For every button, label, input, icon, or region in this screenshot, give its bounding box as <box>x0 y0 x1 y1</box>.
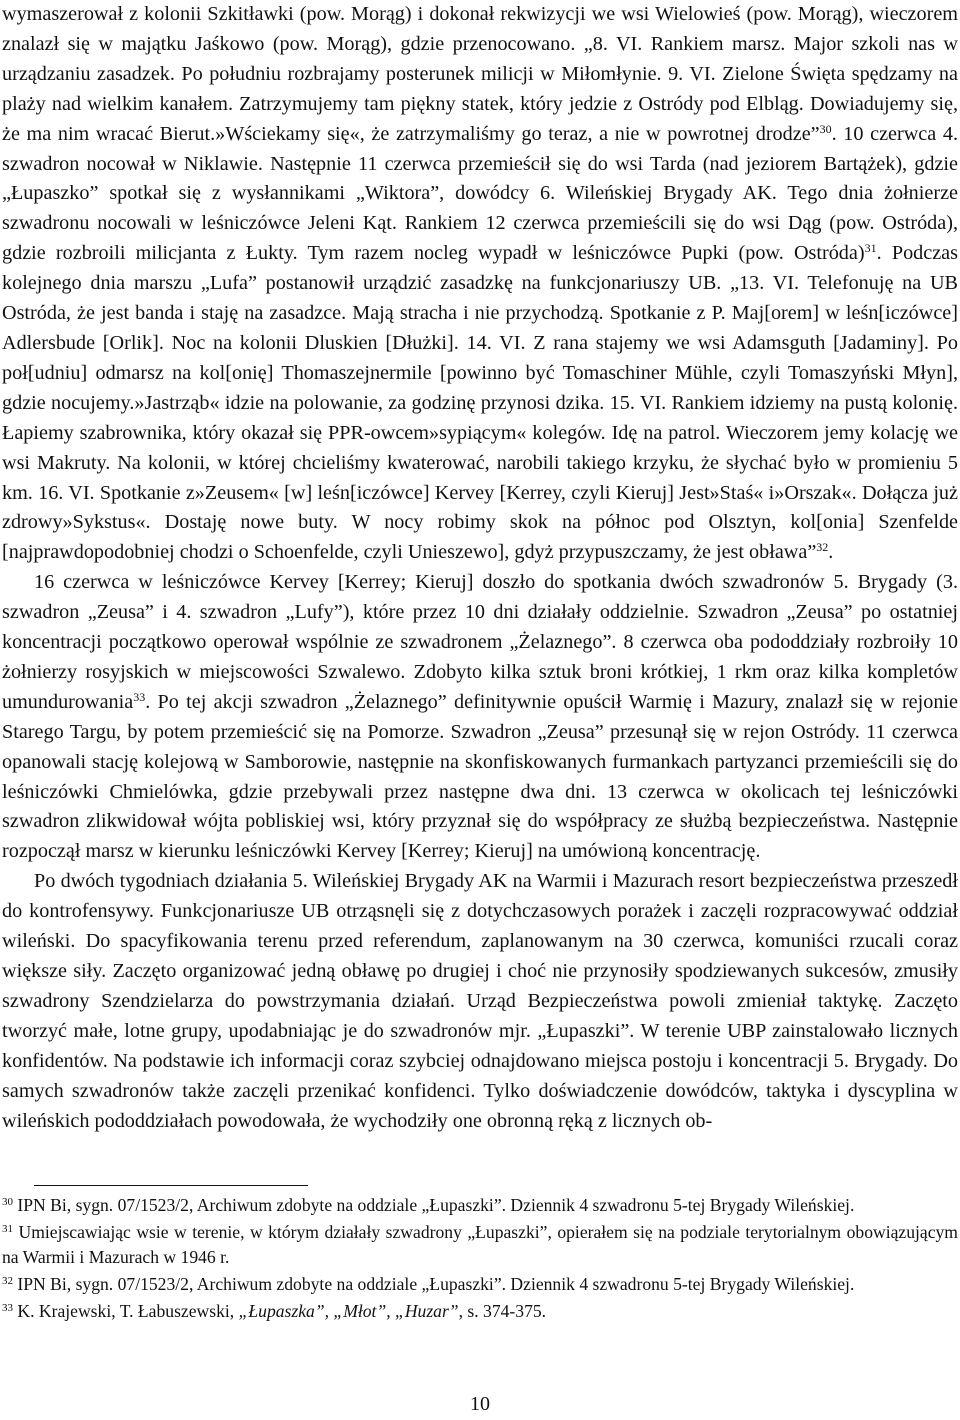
paragraph-2-text-b: . Po tej akcji szwadron „Żelaznego” definitywnie opuścił Warmię i Mazury, znalazł się w rejonie Starego Targu, by potem przemieścić się na Pomorze. Szwadron „Zeusa” przesunął się w rejon Ostródy. 11 czerwca opanowali stację kolejową w Samborowie, następnie na skonfiskowanych furmankach partyzanci przemieścili się do leśniczówki Chmielówka, gdzie przebywali przez następne dwa dni. 13 czerwca w okolicach tej leśniczówki szwadron zlikwidował wójta pobliskiej wsi, który przyznał się do współpracy ze służbą bezpieczeństwa. Następnie rozpoczął marsz w kierunku leśniczówki Kervey [Kerrey; Kieruj] na umówioną koncentrację. <box>2 690 958 863</box>
footnote-ref-31[interactable]: 31 <box>864 241 877 256</box>
paragraph-1-text-b: . 10 czerwca 4. szwadron nocował w Niklawie. Następnie 11 czerwca przemieścił się do wsi Tarda (nad jeziorem Bartążek), gdzie „Łupaszko” spotkał się z wysłannikami „Wiktora”, dowódcy 6. Wileńskiej Brygady AK. Tego dnia żołnierze szwadronu nocowali w leśniczówce Jeleni Kąt. Rankiem 12 czerwca przemieścili się do wsi Dąg (pow. Ostróda), gdzie rozbroili milicjanta z Łukty. Tym razem nocleg wypadł w leśniczówce Pupki (pow. Ostróda) <box>2 122 958 265</box>
footnote-33 <box>2 1299 958 1324</box>
paragraph-3: Po dwóch tygodniach działania 5. Wileńskiej Brygady AK na Warmii i Mazurach resort bezpieczeństwa przeszedł do kontrofensywy. Funkcjonariusze UB otrząsnęli się z dotychczasowych porażek i zaczęli rozpracowywać oddział wileński. Do spacyfikowania terenu przed referendum, zaplanowanym na 30 czerwca, komuniści rzucali coraz większe siły. Zaczęto organizować jedną obławę po drugiej i choć nie przynosiły spodziewanych sukcesów, zmusiły szwadrony Szendzielarza do powstrzymania działań. Urząd Bezpieczeństwa powoli zmieniał taktykę. Zaczęto tworzyć małe, lotne grupy, upodabniając je do szwadronów mjr. „Łupaszki”. W terenie UBP zainstalowało licznych konfidentów. Na podstawie ich informacji coraz szybciej odnajdowano miejsca postoju i koncentracji 5. Brygady. Do samych szwadronów także zaczęli przenikać konfidenci. Tylko doświadczenie dowódców, taktyka i dyscyplina w wileńskich pododdziałach powodowała, że wychodziły one obronną ręką z licznych ob- <box>2 870 958 1132</box>
footnote-text: IPN Bi, sygn. 07/1523/2, Archiwum zdobyte na oddziale „Łupaszki”. Dziennik 4 szwadronu 5-tej Brygady Wileńskiej. <box>17 1274 855 1294</box>
footnote-text-pages: , s. 374-375. <box>458 1301 547 1321</box>
footnote-number: 33 <box>2 1302 13 1314</box>
footnote-ref-32[interactable]: 32 <box>816 540 829 555</box>
footnote-text: Umiejscawiając wsie w terenie, w którym działały szwadrony „Łupaszki”, opierałem się na podziale terytorialnym obowiązującym na Warmii i Mazurach w 1946 r. <box>2 1222 958 1267</box>
footnote-30 <box>2 1193 958 1218</box>
footnote-separator <box>34 1185 308 1186</box>
page-number: 10 <box>470 1393 490 1415</box>
footnote-31 <box>2 1220 958 1270</box>
footnote-text: K. Krajewski, T. Łabuszewski, <box>17 1301 239 1321</box>
footnote-text: IPN Bi, sygn. 07/1523/2, Archiwum zdobyte na oddziale „Łupaszki”. Dziennik 4 szwadronu 5-tej Brygady Wileńskiej. <box>17 1195 855 1215</box>
footnote-number: 32 <box>2 1275 13 1287</box>
paragraph-1-text-a: wymaszerował z kolonii Szkitławki (pow. Morąg) i dokonał rekwizycji we wsi Wielowieś (pow. Morąg), wieczorem znalazł się w majątku Jaśkowo (pow. Morąg), gdzie przenocowano. „8. VI. Rankiem marsz. Major szkoli nas w urządzaniu zasadzek. Po południu rozbrajamy posterunek milicji w Miłomłynie. 9. VI. Zielone Święta spędzamy na plaży nad wielkim kanałem. Zatrzymujemy tam piękny statek, który jedzie z Ostródy pod Elbląg. Dowiadujemy się, że ma nim wracać Bierut.»Wściekamy się«, że zatrzymaliśmy go teraz, a nie w powrotnej drodze” <box>2 3 958 145</box>
main-text <box>2 0 958 1136</box>
paragraph-1-text-c: . Podczas kolejnego dnia marszu „Lufa” postanowił urządzić zasadzkę na funkcjonariuszy UB. „13. VI. Telefonuję na UB Ostróda, że jest banda i staję na zasadzce. Mają stracha i nie przychodzą. Spotkanie z P. Maj[orem] w leśn[iczówce] Adlersbude [Orlik]. Noc na kolonii Dluskien [Dłużki]. 14. VI. Z rana stajemy we wsi Adamsguth [Jadaminy]. Po poł[udniu] odmarsz na kol[onię] Thomaszejnermile [powinno być Tomaschiner Mühle, czyli Tomaszyński Młyn], gdzie nocujemy.»Jastrząb« idzie na polowanie, za godzinę przynosi dzika. 15. VI. Rankiem idziemy na pustą kolonię. Łapiemy szabrownika, który okazał się PPR-owcem»sypiącym« kolegów. Idę na patrol. Wieczorem jemy kolację we wsi Makruty. Na kolonii, w której chcieliśmy kwaterować, narobili takiego krzyku, że słychać było w promieniu 5 km. 16. VI. Spotkanie z»Zeusem« [w] leśn[iczówce] Kervey [Kerrey, czyli Kieruj] Jest»Staś« i»Orszak«. Dołącza już zdrowy»Sykstus«. Dostaję nowe buty. W nocy robimy skok na północ pod Olsztyn, kol[onia] Szenfelde [najprawdopodobniej chodzi o Schoenfelde, czyli Unieszewo], gdyż przypuszczamy, że jest obława” <box>2 242 958 564</box>
footnote-ref-30[interactable]: 30 <box>819 121 832 136</box>
footnotes-section <box>2 1193 958 1326</box>
footnote-number: 30 <box>2 1196 13 1208</box>
footnote-number: 31 <box>2 1223 13 1235</box>
paragraph-1 <box>2 0 958 568</box>
footnote-book-title: „Łupaszka”, „Młot”, „Huzar” <box>238 1301 459 1321</box>
paragraph-1-text-d: . <box>828 541 834 564</box>
footnote-ref-33[interactable]: 33 <box>133 689 146 704</box>
paragraph-2 <box>2 568 958 867</box>
paragraph-2-text-a: 16 czerwca w leśniczówce Kervey [Kerrey; Kieruj] doszło do spotkania dwóch szwadronów 5. Brygady (3. szwadron „Zeusa” i 4. szwadron „Lufy”), które przez 10 dni działały oddzielnie. Szwadron „Zeusa” po ostatniej koncentracji początkowo operował wspólnie ze szwadronem „Żelaznego”. 8 czerwca oba pododdziały rozbroiły 10 żołnierzy rosyjskich w miejscowości Szwalewo. Zdobyto kilka sztuk broni krótkiej, 1 rkm oraz kilka kompletów umundurowania <box>2 571 958 713</box>
footnote-32 <box>2 1272 958 1297</box>
